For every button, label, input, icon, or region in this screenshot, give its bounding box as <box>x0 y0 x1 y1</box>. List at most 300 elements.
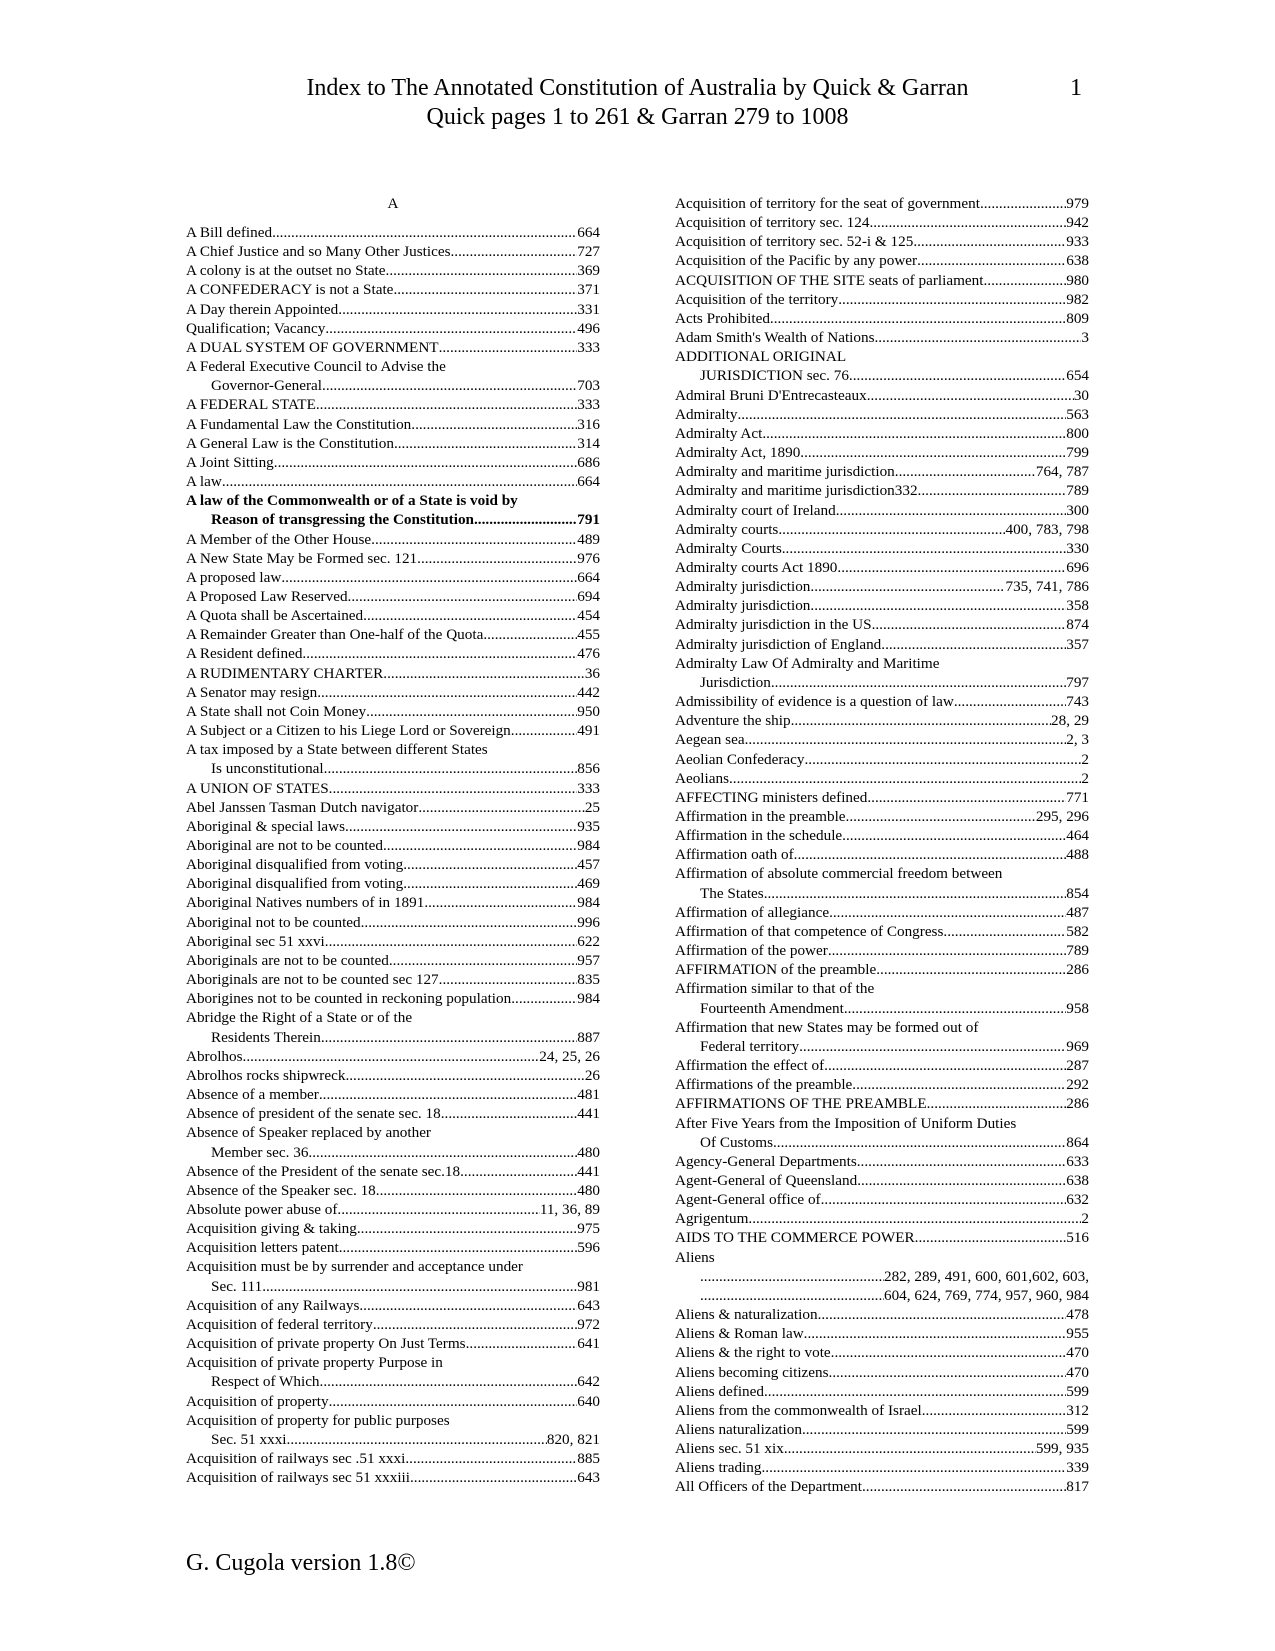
index-entry-pages: 874 <box>1066 616 1089 634</box>
index-entry-pages: 632 <box>1066 1191 1089 1209</box>
dot-leader <box>804 750 1081 769</box>
index-entry-term: Admiralty and maritime jurisdiction332 <box>675 482 918 500</box>
index-entry-term: Affirmation of allegiance <box>675 903 830 921</box>
index-entry <box>675 788 1089 807</box>
index-entry <box>675 1190 1089 1209</box>
index-entry-term: All Officers of the Department <box>675 1478 862 1496</box>
index-entry <box>186 932 600 951</box>
dot-leader <box>322 376 577 395</box>
dot-leader <box>745 730 1067 749</box>
dot-leader <box>439 970 578 989</box>
index-entry <box>186 1372 600 1391</box>
index-entry-pages: 984 <box>577 990 600 1008</box>
index-entry <box>675 520 1089 539</box>
index-entry-pages: 442 <box>577 683 600 701</box>
index-entry-term: Absence of a member <box>186 1086 319 1104</box>
index-entry-pages: 664 <box>577 473 600 491</box>
index-entry-term: Abrolhos <box>186 1047 243 1065</box>
index-entry-pages: 470 <box>1066 1363 1089 1381</box>
dot-leader <box>829 1363 1067 1382</box>
index-entry <box>186 1200 600 1219</box>
dot-leader <box>319 1085 577 1104</box>
index-entry <box>186 1238 600 1257</box>
index-entry <box>675 1094 1089 1113</box>
index-entry <box>186 587 600 606</box>
index-entry-term: A law <box>186 473 222 491</box>
index-entry <box>675 1037 1089 1056</box>
index-entry <box>675 1401 1089 1420</box>
dot-leader <box>272 223 577 242</box>
dot-leader <box>857 1152 1066 1171</box>
index-entry-term: Aboriginals are not to be counted <box>186 951 389 969</box>
index-entry-term: A Day therein Appointed <box>186 300 339 318</box>
dot-leader <box>424 893 577 912</box>
index-entry <box>186 1162 600 1181</box>
dot-leader <box>862 1477 1066 1496</box>
index-entry-pages: 979 <box>1066 195 1089 212</box>
index-entry-pages: 799 <box>1066 444 1089 462</box>
index-entry-pages: 295, 296 <box>1035 808 1089 825</box>
dot-leader <box>262 1277 577 1296</box>
dot-leader <box>405 1449 577 1468</box>
index-entry-pages: 316 <box>577 415 600 433</box>
index-entry <box>675 194 1089 213</box>
dot-leader <box>483 625 577 644</box>
index-entry-term: Aeolians <box>675 769 729 787</box>
index-entry-term: Admiralty Act <box>675 424 763 442</box>
dot-leader <box>748 1209 1081 1228</box>
index-entry <box>675 999 1089 1018</box>
index-entry-term: Acts Prohibited <box>675 309 770 327</box>
index-entry-term: Affirmation of that competence of Congress <box>675 922 944 940</box>
dot-leader <box>441 1104 578 1123</box>
index-entry <box>675 232 1089 251</box>
index-entry-term: Affirmation in the schedule <box>675 827 843 845</box>
index-entry-pages: 357 <box>1066 635 1089 653</box>
index-entry <box>675 1324 1089 1343</box>
dot-leader <box>875 328 1082 347</box>
index-entry-pages: 300 <box>1066 501 1089 519</box>
index-entry-pages: 339 <box>1066 1459 1089 1477</box>
index-entry <box>186 874 600 893</box>
dot-leader <box>329 779 578 798</box>
dot-leader <box>418 798 584 817</box>
dot-leader <box>764 1382 1066 1401</box>
index-entry <box>186 280 600 299</box>
index-entry-term: Fourteenth Amendment <box>700 999 844 1017</box>
index-entry <box>186 530 600 549</box>
dot-leader <box>799 1037 1066 1056</box>
index-entry <box>675 941 1089 960</box>
index-entry <box>675 1171 1089 1190</box>
index-entry <box>186 1028 600 1047</box>
index-entry: Absence of Speaker replaced by another <box>186 1124 431 1142</box>
index-entry-term: Agent-General of Queensland <box>675 1171 858 1189</box>
index-entry <box>186 1334 600 1353</box>
index-entry <box>186 893 600 912</box>
index-entry-pages: 694 <box>577 587 600 605</box>
dot-leader <box>338 300 577 319</box>
dot-leader <box>339 1238 578 1257</box>
index-entry <box>186 625 600 644</box>
dot-leader <box>222 472 577 491</box>
dot-leader <box>403 874 577 893</box>
index-entry-pages: 476 <box>577 645 600 663</box>
dot-leader <box>337 1200 539 1219</box>
index-entry-term: Acquisition of territory sec. 52-i & 125 <box>675 233 914 251</box>
index-entry-pages: 641 <box>577 1335 600 1353</box>
index-entry-pages: 292 <box>1066 1076 1089 1094</box>
index-entry-pages: 563 <box>1066 405 1089 423</box>
index-entry-term: Adventure the ship <box>675 712 791 730</box>
index-entry <box>186 1181 600 1200</box>
index-entry-term: A Member of the Other House <box>186 530 372 548</box>
header-title: Index to The Annotated Constitution of Australia by Quick & Garran <box>306 75 969 101</box>
index-entry-term: A State shall not Coin Money <box>186 702 367 720</box>
index-entry <box>675 405 1089 424</box>
index-entry-pages: 957 <box>577 951 600 969</box>
dot-leader <box>325 319 577 338</box>
index-entry-pages: 640 <box>577 1392 600 1410</box>
index-entry: Acquisition must be by surrender and acceptance under <box>186 1258 523 1276</box>
index-entry-term: Affirmation in the preamble <box>675 808 846 825</box>
index-entry-pages: 643 <box>577 1469 600 1487</box>
index-entry-pages: 464 <box>1066 827 1089 845</box>
index-entry-term: Absence of the Speaker sec. 18 <box>186 1181 376 1199</box>
dot-leader <box>943 922 1066 941</box>
dot-leader <box>764 884 1067 903</box>
index-entry <box>675 1420 1089 1439</box>
index-entry <box>186 1449 600 1468</box>
dot-leader <box>700 1267 884 1286</box>
index-entry <box>186 319 600 338</box>
index-entry: After Five Years from the Imposition of Uniform Duties <box>675 1114 1017 1132</box>
dot-leader <box>466 1334 578 1353</box>
index-entry-term: Acquisition letters patent <box>186 1239 339 1257</box>
index-entry-term: Qualification; Vacancy <box>186 319 326 337</box>
index-entry-term: Acquisition of the Pacific by any power <box>675 252 918 270</box>
index-entry-term: A New State May be Formed sec. 121 <box>186 549 418 567</box>
index-entry <box>675 1439 1089 1458</box>
index-entry: Affirmation similar to that of the <box>675 980 875 998</box>
index-entry <box>186 759 600 778</box>
index-entry <box>675 443 1089 462</box>
dot-leader <box>927 1094 1067 1113</box>
index-entry <box>186 721 600 740</box>
index-entry <box>675 424 1089 443</box>
dot-leader <box>771 673 1066 692</box>
index-entry-pages: 286 <box>1066 1095 1089 1113</box>
index-entry-term: Aliens & the right to vote <box>675 1344 831 1362</box>
dot-leader <box>345 1066 584 1085</box>
index-entry-pages: 643 <box>577 1296 600 1314</box>
index-entry-pages: 441 <box>577 1105 600 1123</box>
index-entry-term: A CONFEDERACY is not a State <box>186 281 394 299</box>
dot-leader <box>867 386 1074 405</box>
index-entry <box>186 951 600 970</box>
index-entry-pages: 11, 36, 89 <box>539 1200 600 1218</box>
index-entry-pages: 797 <box>1066 673 1089 691</box>
index-entry-pages: 935 <box>577 817 600 835</box>
index-entry-pages: 981 <box>577 1277 600 1295</box>
index-entry-pages: 642 <box>577 1373 600 1391</box>
page-header <box>0 74 1275 132</box>
index-entry <box>675 539 1089 558</box>
index-entry: Affirmation that new States may be formed out of <box>675 1018 979 1036</box>
index-entry <box>675 1458 1089 1477</box>
dot-leader <box>348 587 578 606</box>
index-entry-pages: 333 <box>577 338 600 356</box>
index-entry-pages: 955 <box>1066 1325 1089 1343</box>
dot-leader <box>881 635 1066 654</box>
index-entry-pages: 454 <box>577 607 600 625</box>
dot-leader <box>410 1468 577 1487</box>
index-entry-term: Jurisdiction <box>700 673 771 691</box>
index-entry-pages: 980 <box>1066 271 1089 289</box>
index-entry-pages: 287 <box>1066 1057 1089 1075</box>
dot-leader <box>954 692 1066 711</box>
index-entry-pages: 703 <box>577 377 600 395</box>
dot-leader <box>824 1056 1066 1075</box>
index-entry-term: Aboriginals are not to be counted sec 127 <box>186 971 439 989</box>
index-entry <box>675 328 1089 347</box>
index-entry-pages: 478 <box>1066 1306 1089 1324</box>
index-entry <box>675 1133 1089 1152</box>
index-entry-pages: 820, 821 <box>546 1430 600 1448</box>
dot-leader <box>794 845 1067 864</box>
index-entry <box>675 807 1089 826</box>
index-entry-pages: 25 <box>584 798 600 816</box>
dot-leader <box>876 960 1066 979</box>
index-entry-term: Acquisition of any Railways <box>186 1296 360 1314</box>
index-entry-term: A FEDERAL STATE <box>186 396 316 414</box>
index-entry <box>675 1305 1089 1324</box>
index-entry <box>186 1430 600 1449</box>
index-entry-pages: 984 <box>577 837 600 854</box>
index-entry <box>186 1392 600 1411</box>
dot-leader <box>980 194 1066 213</box>
index-entry <box>186 1315 600 1334</box>
index-entry-pages: 371 <box>577 281 600 299</box>
index-entry <box>186 1219 600 1238</box>
dot-leader <box>394 434 577 453</box>
index-entry-term: A DUAL SYSTEM OF GOVERNMENT <box>186 338 439 356</box>
index-entry-term: Reason of transgressing the Constitution <box>211 511 474 529</box>
dot-leader <box>417 549 577 568</box>
index-entry-term: Acquisition of the territory <box>675 290 839 308</box>
index-entry <box>186 1277 600 1296</box>
index-entry-pages: 496 <box>577 319 600 337</box>
index-entry <box>675 884 1089 903</box>
index-entry-term: AFFIRMATIONS OF THE PREAMBLE <box>675 1095 927 1113</box>
dot-leader <box>411 415 577 434</box>
index-entry <box>186 510 600 529</box>
dot-leader <box>800 443 1066 462</box>
dot-leader <box>511 989 577 1008</box>
index-entry-pages: 984 <box>577 894 600 912</box>
index-entry-term: Federal territory <box>700 1037 800 1055</box>
index-entry <box>186 1296 600 1315</box>
index-entry <box>186 855 600 874</box>
index-entry-term: Admiralty jurisdiction of England <box>675 635 882 653</box>
index-entry <box>186 970 600 989</box>
dot-leader <box>474 510 577 529</box>
index-entry <box>675 462 1089 481</box>
index-entry-term: A RUDIMENTARY CHARTER <box>186 664 384 682</box>
dot-leader <box>439 338 578 357</box>
index-entry <box>675 1286 1089 1305</box>
index-entry <box>675 213 1089 232</box>
dot-leader <box>849 366 1066 385</box>
index-entry <box>675 635 1089 654</box>
index-entry-term: Aliens & Roman law <box>675 1325 804 1343</box>
dot-leader <box>761 1458 1066 1477</box>
index-entry-pages: 330 <box>1066 539 1089 557</box>
index-entry-term: A Resident defined <box>186 645 303 663</box>
index-entry-pages: 856 <box>577 760 600 778</box>
index-entry-pages: 457 <box>577 856 600 874</box>
index-entry-pages: 286 <box>1066 961 1089 979</box>
index-entry: Acquisition of property for public purposes <box>186 1411 450 1429</box>
index-entry <box>186 1066 600 1085</box>
dot-leader <box>810 596 1066 615</box>
dot-leader <box>308 1143 577 1162</box>
index-entry-pages: 2 <box>1081 1210 1089 1228</box>
dot-leader <box>316 395 577 414</box>
dot-leader <box>784 1439 1036 1458</box>
index-entry <box>186 798 600 817</box>
index-entry-term: A Bill defined <box>186 224 273 241</box>
dot-leader <box>844 999 1066 1018</box>
index-entry-term: Sec. 51 xxxi <box>211 1430 287 1448</box>
dot-leader <box>818 1305 1067 1324</box>
dot-leader <box>869 213 1066 232</box>
index-entry <box>675 769 1089 788</box>
index-entry <box>675 903 1089 922</box>
index-entry <box>675 577 1089 596</box>
index-entry-term: Aboriginal disqualified from voting <box>186 875 404 893</box>
dot-leader <box>363 606 577 625</box>
dot-leader <box>729 769 1081 788</box>
index-entry-term: Acquisition of property <box>186 1392 329 1410</box>
index-entry <box>186 549 600 568</box>
index-entry <box>675 960 1089 979</box>
index-entry-term: Aliens sec. 51 xix <box>675 1440 784 1458</box>
index-entry-term: Admiralty jurisdiction in the US <box>675 616 872 634</box>
dot-leader <box>983 271 1066 290</box>
index-entry-term: Admiralty court of Ireland <box>675 501 836 519</box>
index-list-right <box>675 194 1089 1497</box>
index-entry-term: A Joint Sitting <box>186 453 274 471</box>
index-entry <box>186 568 600 587</box>
index-entry <box>186 606 600 625</box>
index-entry-pages: 800 <box>1066 424 1089 442</box>
index-entry-pages: 599, 935 <box>1035 1440 1089 1458</box>
index-entry-term: Acquisition of territory for the seat of government <box>675 195 980 212</box>
index-entry <box>186 664 600 683</box>
index-entry <box>186 415 600 434</box>
index-entry-term: Is unconstitutional <box>211 760 324 778</box>
dot-leader <box>836 501 1067 520</box>
index-entry <box>675 1343 1089 1362</box>
index-entry-pages: 950 <box>577 702 600 720</box>
index-entry-pages: 933 <box>1066 233 1089 251</box>
index-entry-pages: 333 <box>577 779 600 797</box>
index-entry <box>675 711 1089 730</box>
dot-leader <box>828 941 1066 960</box>
index-entry-term: Admiralty and maritime jurisdiction <box>675 463 895 481</box>
index-entry <box>675 730 1089 749</box>
index-entry-term: Admiralty Act, 1890 <box>675 444 801 462</box>
dot-leader <box>831 1343 1067 1362</box>
index-entry <box>675 481 1089 500</box>
index-entry <box>675 615 1089 634</box>
index-entry-pages: 664 <box>577 568 600 586</box>
index-entry-pages: 481 <box>577 1086 600 1104</box>
dot-leader <box>846 807 1036 826</box>
index-entry-term: Member sec. 36 <box>211 1143 309 1161</box>
index-entry-term: A Senator may resign <box>186 683 318 701</box>
index-entry: A Federal Executive Council to Advise the <box>186 358 446 376</box>
dot-leader <box>366 702 577 721</box>
index-entry <box>186 1468 600 1487</box>
index-entry-pages: 469 <box>577 875 600 893</box>
dot-leader <box>460 1162 577 1181</box>
dot-leader <box>837 558 1066 577</box>
dot-leader <box>804 1324 1067 1343</box>
index-entry <box>675 750 1089 769</box>
index-entry-pages: 633 <box>1066 1152 1089 1170</box>
index-entry-term: A Remainder Greater than One-half of the Quota <box>186 626 484 644</box>
index-entry-pages: 686 <box>577 453 600 471</box>
dot-leader <box>737 405 1066 424</box>
index-entry-term: Aliens from the commonwealth of Israel <box>675 1401 922 1419</box>
index-entry <box>186 836 600 855</box>
index-entry-pages: 582 <box>1066 922 1089 940</box>
index-entry-term: A General Law is the Constitution <box>186 434 394 452</box>
dot-leader <box>913 232 1066 251</box>
index-entry <box>186 1143 600 1162</box>
index-entry <box>675 1363 1089 1382</box>
index-entry-term: Aboriginal are not to be counted <box>186 837 383 854</box>
index-entry <box>675 386 1089 405</box>
index-entry-pages: 654 <box>1066 367 1089 385</box>
index-entry-term: A Chief Justice and so Many Other Justices <box>186 243 451 261</box>
index-entry <box>675 558 1089 577</box>
index-entry-pages: 969 <box>1066 1037 1089 1055</box>
dot-leader <box>317 683 577 702</box>
index-entry-pages: 36 <box>584 664 600 682</box>
dot-leader <box>274 453 577 472</box>
index-entry-term: Acquisition of federal territory <box>186 1315 373 1333</box>
index-entry-term: AIDS TO THE COMMERCE POWER <box>675 1229 915 1247</box>
index-entry <box>675 1075 1089 1094</box>
index-entry-term: AFFIRMATION of the preamble <box>675 961 877 979</box>
index-entry-term: Absolute power abuse of <box>186 1200 338 1218</box>
dot-leader <box>361 913 578 932</box>
index-entry-pages: 314 <box>577 434 600 452</box>
index-entry-term: Admiralty courts Act 1890 <box>675 558 838 576</box>
index-entry <box>675 1056 1089 1075</box>
index-entry-term: Admiralty courts <box>675 520 779 538</box>
index-entry <box>186 242 600 261</box>
index-entry-term: Acquisition of private property On Just Terms <box>186 1335 466 1353</box>
index-column-right <box>675 194 1089 1497</box>
index-entry <box>675 845 1089 864</box>
index-entry-term: Aliens defined <box>675 1382 764 1400</box>
index-entry-pages: 489 <box>577 530 600 548</box>
index-entry <box>675 826 1089 845</box>
